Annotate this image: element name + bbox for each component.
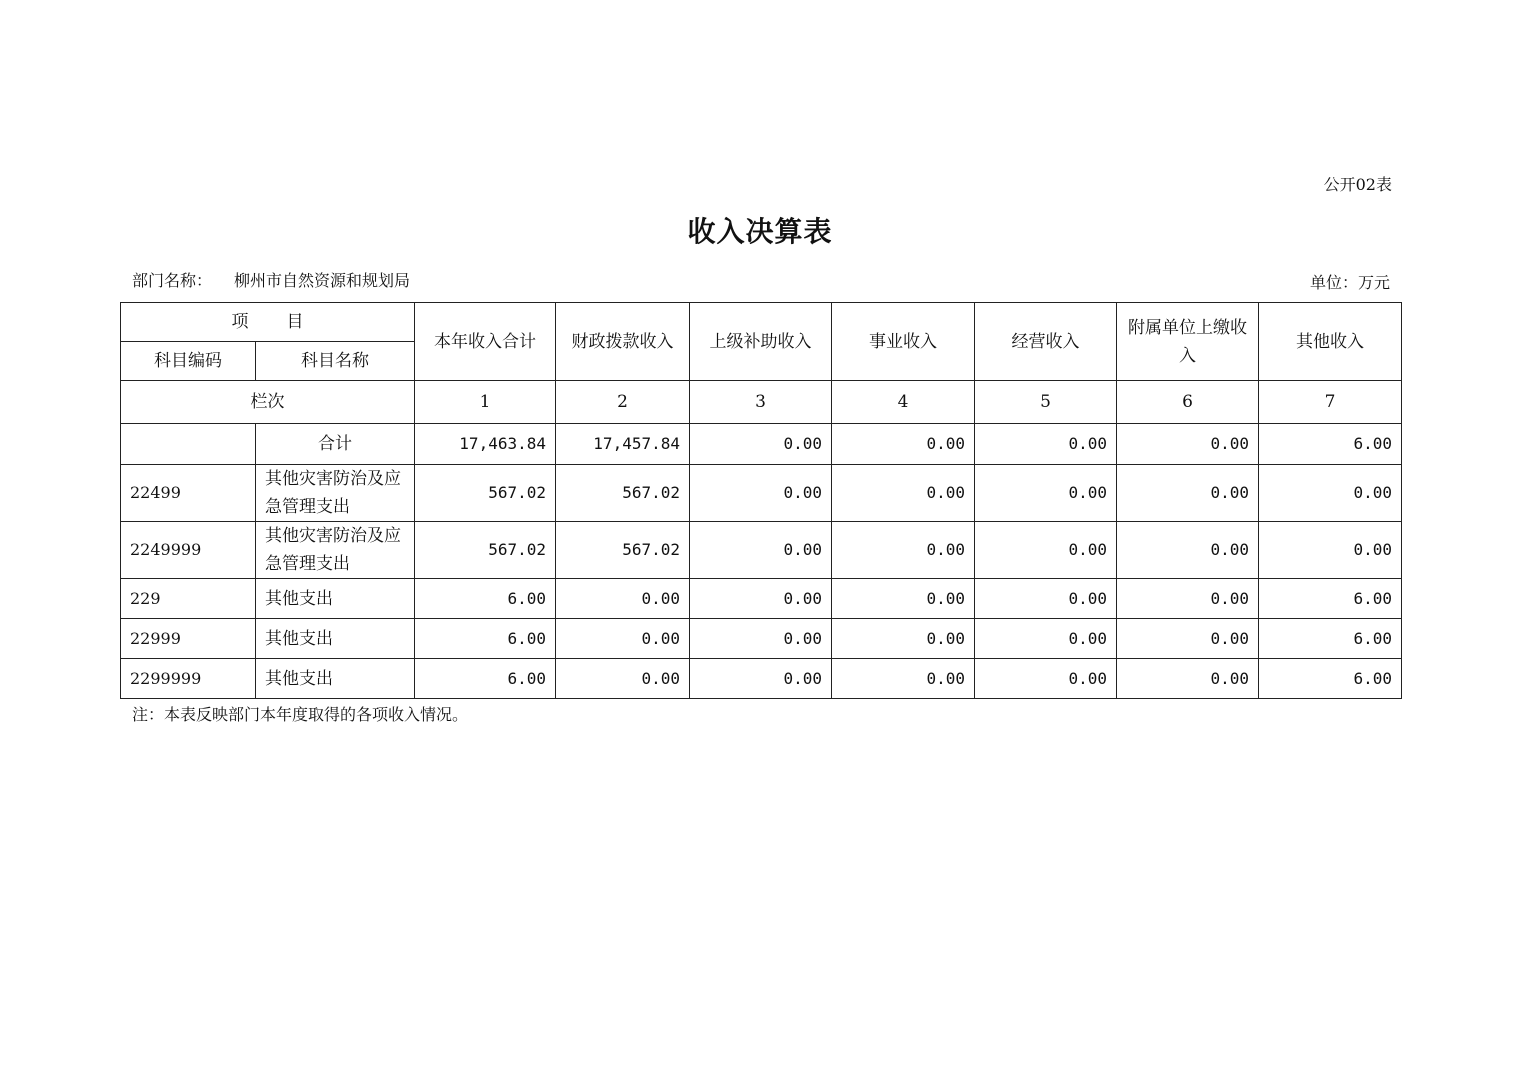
header-code: 科目编码 bbox=[121, 342, 256, 381]
amount-cell: 6.00 bbox=[1259, 659, 1402, 699]
total-value: 17,463.84 bbox=[415, 424, 556, 465]
index-label: 栏次 bbox=[121, 381, 415, 424]
amount-cell: 0.00 bbox=[690, 659, 832, 699]
income-table bbox=[120, 302, 1402, 699]
subject-name: 其他支出 bbox=[256, 579, 415, 619]
subject-code: 22999 bbox=[121, 619, 256, 659]
subject-name: 其他支出 bbox=[256, 619, 415, 659]
amount-cell: 0.00 bbox=[975, 465, 1117, 522]
subject-code: 22499 bbox=[121, 465, 256, 522]
total-label: 合计 bbox=[256, 424, 415, 465]
amount-cell: 567.02 bbox=[556, 522, 690, 579]
subject-name: 其他灾害防治及应急管理支出 bbox=[256, 522, 415, 579]
amount-cell: 567.02 bbox=[415, 465, 556, 522]
header-col-4: 事业收入 bbox=[832, 303, 975, 381]
total-value: 17,457.84 bbox=[556, 424, 690, 465]
amount-cell: 0.00 bbox=[690, 619, 832, 659]
index-number: 3 bbox=[690, 381, 832, 424]
subject-code: 2299999 bbox=[121, 659, 256, 699]
amount-cell: 0.00 bbox=[690, 522, 832, 579]
subject-code: 2249999 bbox=[121, 522, 256, 579]
amount-cell: 0.00 bbox=[832, 522, 975, 579]
header-name: 科目名称 bbox=[256, 342, 415, 381]
amount-cell: 0.00 bbox=[832, 619, 975, 659]
total-value: 0.00 bbox=[975, 424, 1117, 465]
amount-cell: 0.00 bbox=[975, 659, 1117, 699]
amount-cell: 6.00 bbox=[415, 579, 556, 619]
header-col-6: 附属单位上缴收入 bbox=[1117, 303, 1259, 381]
header-col-3: 上级补助收入 bbox=[690, 303, 832, 381]
table-row bbox=[121, 619, 1402, 659]
department-label: 部门名称： bbox=[132, 271, 213, 290]
index-row bbox=[121, 381, 1402, 424]
amount-cell: 0.00 bbox=[1259, 465, 1402, 522]
index-number: 2 bbox=[556, 381, 690, 424]
table-row bbox=[121, 579, 1402, 619]
index-number: 6 bbox=[1117, 381, 1259, 424]
amount-cell: 0.00 bbox=[556, 579, 690, 619]
amount-cell: 567.02 bbox=[556, 465, 690, 522]
amount-cell: 0.00 bbox=[1117, 659, 1259, 699]
amount-cell: 6.00 bbox=[1259, 619, 1402, 659]
page-title: 收入决算表 bbox=[687, 215, 833, 248]
subject-name: 其他灾害防治及应急管理支出 bbox=[256, 465, 415, 522]
form-number: 公开02表 bbox=[1323, 175, 1392, 194]
total-row bbox=[121, 424, 1402, 465]
header-col-7: 其他收入 bbox=[1259, 303, 1402, 381]
amount-cell: 0.00 bbox=[1117, 522, 1259, 579]
amount-cell: 0.00 bbox=[832, 659, 975, 699]
header-row-1 bbox=[121, 303, 1402, 342]
header-col-5: 经营收入 bbox=[975, 303, 1117, 381]
amount-cell: 0.00 bbox=[1117, 619, 1259, 659]
amount-cell: 6.00 bbox=[415, 659, 556, 699]
table-note: 注：本表反映部门本年度取得的各项收入情况。 bbox=[132, 705, 469, 724]
total-value: 0.00 bbox=[690, 424, 832, 465]
index-number: 1 bbox=[415, 381, 556, 424]
amount-cell: 0.00 bbox=[1117, 579, 1259, 619]
amount-cell: 0.00 bbox=[690, 465, 832, 522]
amount-cell: 0.00 bbox=[832, 579, 975, 619]
amount-cell: 6.00 bbox=[415, 619, 556, 659]
amount-cell: 0.00 bbox=[832, 465, 975, 522]
unit-label: 单位：万元 bbox=[1309, 273, 1390, 292]
department-name: 柳州市自然资源和规划局 bbox=[234, 271, 411, 290]
amount-cell: 0.00 bbox=[975, 522, 1117, 579]
table-row bbox=[121, 522, 1402, 579]
table-row bbox=[121, 465, 1402, 522]
header-col-1: 本年收入合计 bbox=[415, 303, 556, 381]
subject-code: 229 bbox=[121, 579, 256, 619]
amount-cell: 0.00 bbox=[1117, 465, 1259, 522]
index-number: 4 bbox=[832, 381, 975, 424]
total-value: 0.00 bbox=[832, 424, 975, 465]
total-value: 6.00 bbox=[1259, 424, 1402, 465]
amount-cell: 0.00 bbox=[975, 579, 1117, 619]
index-number: 5 bbox=[975, 381, 1117, 424]
index-number: 7 bbox=[1259, 381, 1402, 424]
amount-cell: 0.00 bbox=[975, 619, 1117, 659]
amount-cell: 0.00 bbox=[1259, 522, 1402, 579]
amount-cell: 567.02 bbox=[415, 522, 556, 579]
total-value: 0.00 bbox=[1117, 424, 1259, 465]
amount-cell: 0.00 bbox=[556, 659, 690, 699]
header-item: 项 目 bbox=[121, 303, 415, 342]
department-line bbox=[132, 268, 410, 291]
header-col-2: 财政拨款收入 bbox=[556, 303, 690, 381]
amount-cell: 0.00 bbox=[556, 619, 690, 659]
table-row bbox=[121, 659, 1402, 699]
total-code bbox=[121, 424, 256, 465]
amount-cell: 0.00 bbox=[690, 579, 832, 619]
amount-cell: 6.00 bbox=[1259, 579, 1402, 619]
subject-name: 其他支出 bbox=[256, 659, 415, 699]
